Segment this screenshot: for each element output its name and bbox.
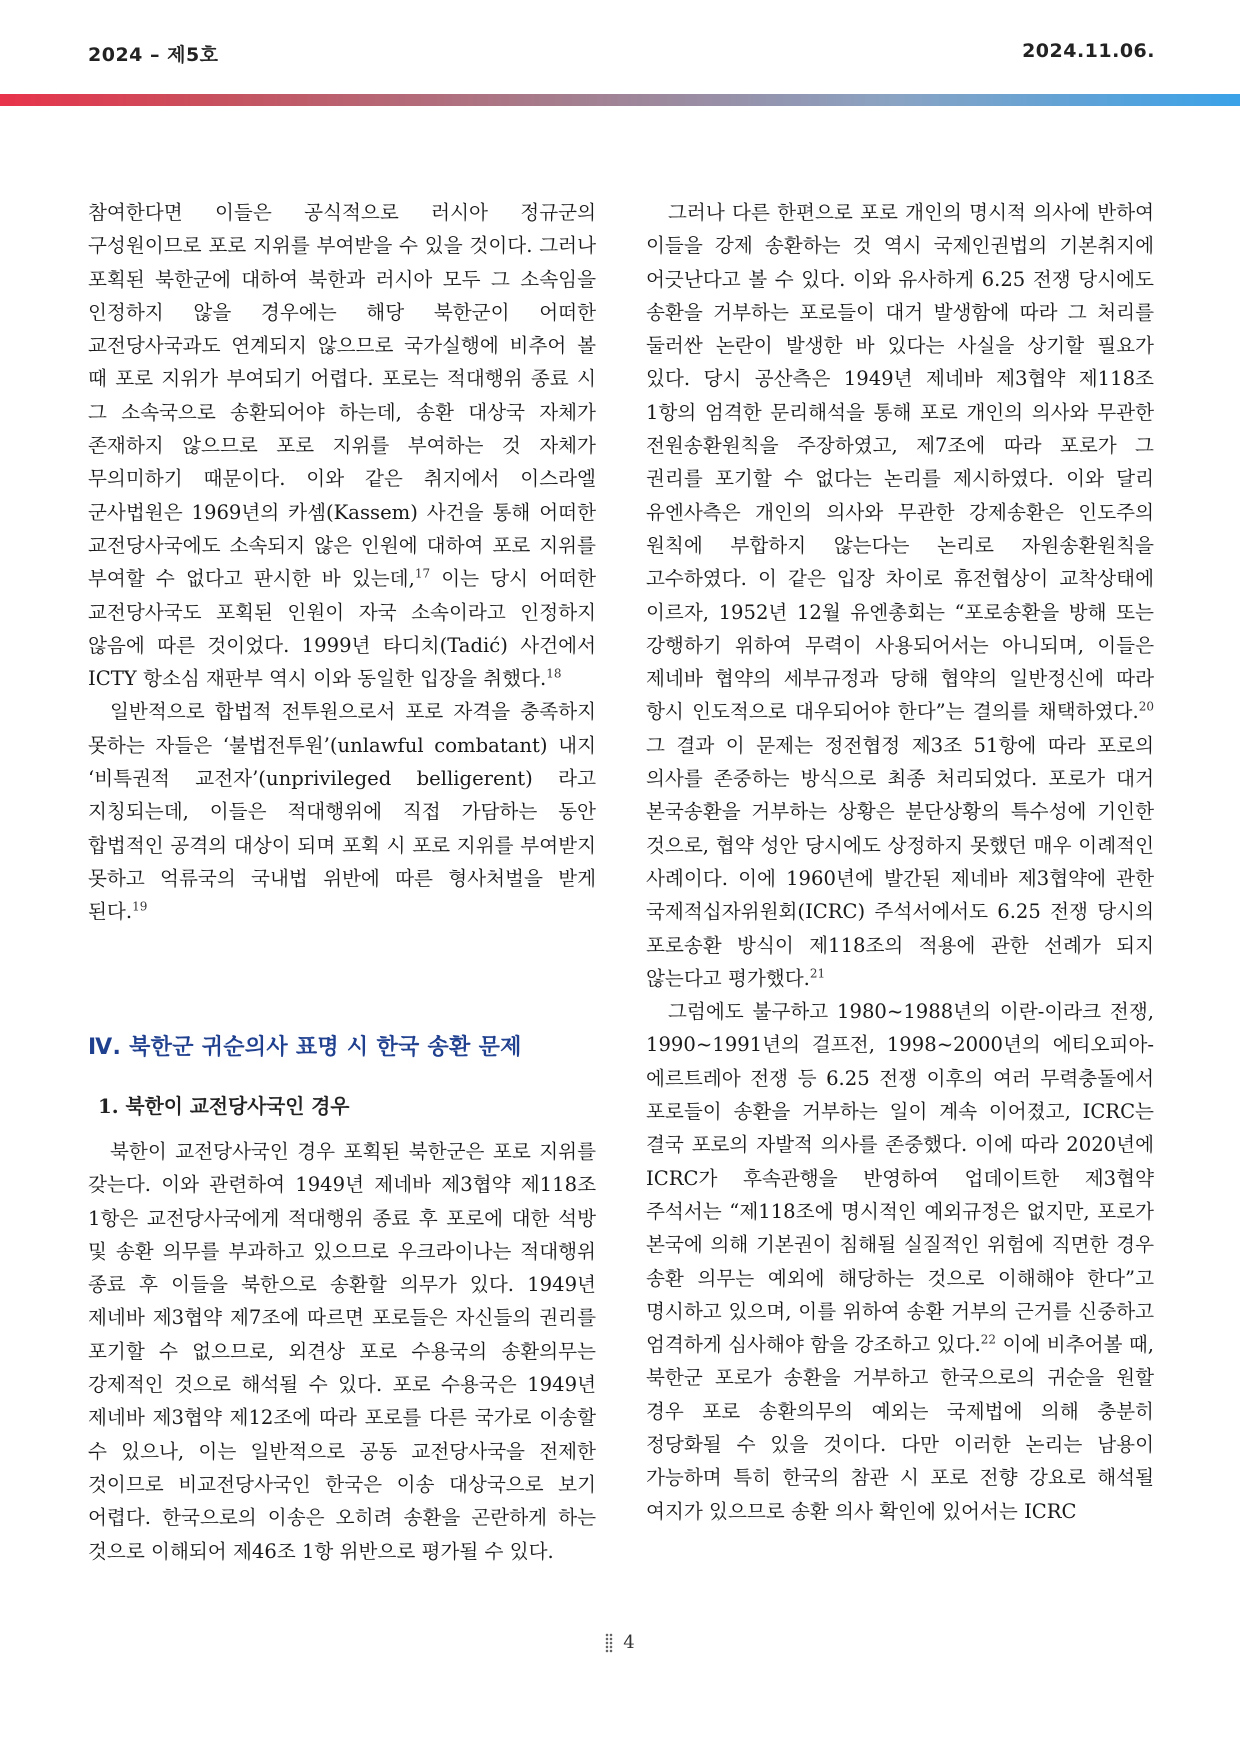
paragraph-text: 이에 비추어볼 때, 북한군 포로가 송환을 거부하고 한국으로의 귀순을 원할 경우 포로 송환의무의 예외는 국제법에 의해 충분히 정당화될 수 있을 것이다. 다만 이러한 논리는 남용이 가능하며 특히 한국의 참관 시 포로 전향 강요로 해석될 여지가 있으므로 송환 의사 확인에 있어서는 ICRC — [646, 1333, 1155, 1523]
footnote-ref: 21 — [809, 966, 826, 981]
paragraph — [88, 196, 596, 695]
footnote-ref: 19 — [132, 899, 148, 914]
subsection-heading: 1. 북한이 교전당사국인 경우 — [98, 1094, 350, 1118]
page-footer — [0, 1632, 1240, 1653]
footnote-ref: 18 — [546, 666, 562, 681]
paragraph-text: 그럼에도 불구하고 1980~1988년의 이란-이라크 전쟁, 1990~1991년의 걸프전, 1998~2000년의 에티오피아-에르트레아 전쟁 등 6.25 전쟁 이후의 여러 무력충돌에서 포로들이 송환을 거부하는 일이 계속 이어졌고, ICRC는 결국 포로의 자발적 의사를 존중했다. 이에 따라 2020년에 ICRC가 후속관행을 반영하여 업데이트한 제3협약 주석서는 “제118조에 명시적인 예외규정은 없지만, 포로가 본국에 의해 기본권이 침해될 실질적인 위험에 직면한 경우 송환 의무는 예외에 해당하는 것으로 이해해야 한다”고 명시하고 있으며, 이를 위하여 송환 거부의 근거를 신중하고 엄격하게 심사해야 함을 강조하고 있다. — [646, 1000, 1154, 1357]
paragraph-text: 북한이 교전당사국인 경우 포획된 북한군은 포로 지위를 갖는다. 이와 관련하여 1949년 제네바 제3협약 제118조 1항은 교전당사국에게 적대행위 종료 후 포로에 대한 석방 및 송환 의무를 부과하고 있으므로 우크라이나는 적대행위 종료 후 이들을 북한으로 송환할 의무가 있다. 1949년 제네바 제3협약 제7조에 따르면 포로들은 자신들의 권리를 포기할 수 없으므로, 외견상 포로 수용국의 송환의무는 강제적인 것으로 해석될 수 있다. 포로 수용국은 1949년 제네바 제3협약 제12조에 따라 포로를 다른 국가로 이송할 수 있으나, 이는 일반적으로 공동 교전당사국을 전제한 것이므로 비교전당사국인 한국은 이송 대상국으로 보기 어렵다. 한국으로의 이송은 오히려 송환을 곤란하게 하는 것으로 이해되어 제46조 1항 위반으로 평가될 수 있다. — [88, 1140, 596, 1563]
footnote-ref: 22 — [980, 1332, 997, 1347]
paragraph-text: 참여한다면 이들은 공식적으로 러시아 정규군의 구성원이므로 포로 지위를 부여받을 수 있을 것이다. 그러나 포획된 북한군에 대하여 북한과 러시아 모두 그 소속임을 인정하지 않을 경우에는 해당 북한군이 어떠한 교전당사국과도 연계되지 않으므로 국가실행에 비추어 볼 때 포로 지위가 부여되기 어렵다. 포로는 적대행위 종료 시 그 소속국으로 송환되어야 하는데, 송환 대상국 자체가 존재하지 않으므로 포로 지위를 부여하는 것 자체가 무의미하기 때문이다. 이와 같은 취지에서 이스라엘 군사법원은 1969년의 카셈(Kassem) 사건을 통해 어떠한 교전당사국에도 소속되지 않은 인원에 대하여 포로 지위를 부여할 수 없다고 판시한 바 있는데, — [88, 201, 596, 591]
paragraph — [88, 1135, 596, 1568]
paragraph-text: 이는 당시 어떠한 교전당사국도 포획된 인원이 자국 소속이라고 인정하지 않음에 따른 것이었다. 1999년 타디치(Tadić) 사건에서 ICTY 항소심 재판부 역시 이와 동일한 입장을 취했다. — [88, 567, 596, 691]
paragraph-text: 그 결과 이 문제는 정전협정 제3조 51항에 따라 포로의 의사를 존중하는 방식으로 최종 처리되었다. 포로가 대거 본국송환을 거부하는 상황은 분단상황의 특수성에 기인한 것으로, 협약 성안 당시에도 상정하지 못했던 매우 이례적인 사례이다. 이에 1960년에 발간된 제네바 제3협약에 관한 국제적십자위원회(ICRC) 주석서에서도 6.25 전쟁 당시의 포로송환 방식이 제118조의 적용에 관한 선례가 되지 않는다고 평가했다. — [646, 733, 1154, 990]
right-column — [646, 196, 1154, 1528]
paragraph-text: 그러나 다른 한편으로 포로 개인의 명시적 의사에 반하여 이들을 강제 송환하는 것 역시 국제인권법의 기본취지에 어긋난다고 볼 수 있다. 이와 유사하게 6.25 전쟁 당시에도 송환을 거부하는 포로들이 대거 발생함에 따라 그 처리를 둘러싼 논란이 발생한 바 있다는 사실을 상기할 필요가 있다. 당시 공산측은 1949년 제네바 제3협약 제118조 1항의 엄격한 문리해석을 통해 포로 개인의 의사와 무관한 전원송환원칙을 주장하였고, 제7조에 따라 포로가 그 권리를 포기할 수 없다는 논리를 제시하였다. 이와 달리 유엔사측은 개인의 의사와 무관한 강제송환은 인도주의 원칙에 부합하지 않는다는 논리로 자원송환원칙을 고수하였다. 이 같은 입장 차이로 휴전협상이 교착상태에 이르자, 1952년 12월 유엔총회는 “포로송환을 방해 또는 강행하기 위하여 무력이 사용되어서는 아니되며, 이들은 제네바 협약의 세부규정과 당해 협약의 일반정신에 따라 항시 인도적으로 대우되어야 한다”는 결의를 채택하였다. — [646, 201, 1154, 724]
paragraph — [646, 995, 1154, 1528]
paragraph — [88, 695, 596, 928]
paragraph — [646, 196, 1154, 995]
section-heading: Ⅳ. 북한군 귀순의사 표명 시 한국 송환 문제 — [88, 1035, 522, 1060]
left-column-bottom — [88, 1135, 596, 1568]
page-number: 4 — [623, 1632, 635, 1653]
issue-label: 2024 – 제5호 — [88, 44, 219, 66]
header-gradient-rule — [0, 94, 1240, 106]
footnote-ref: 20 — [1138, 699, 1154, 714]
paragraph-text: 일반적으로 합법적 전투원으로서 포로 자격을 충족하지 못하는 자들은 ‘불법전투원’(unlawful combatant) 내지 ‘비특권적 교전자’(unprivileged belligerent) 라고 지칭되는데, 이들은 적대행위에 직접 가담하는 동안 합법적인 공격의 대상이 되며 포획 시 포로 지위를 부여받지 못하고 억류국의 국내법 위반에 따른 형사처벌을 받게 된다. — [88, 700, 596, 924]
dotted-marker-icon — [605, 1633, 613, 1653]
left-column-top — [88, 196, 596, 929]
footnote-ref: 17 — [414, 566, 431, 581]
issue-date: 2024.11.06. — [1022, 40, 1155, 62]
